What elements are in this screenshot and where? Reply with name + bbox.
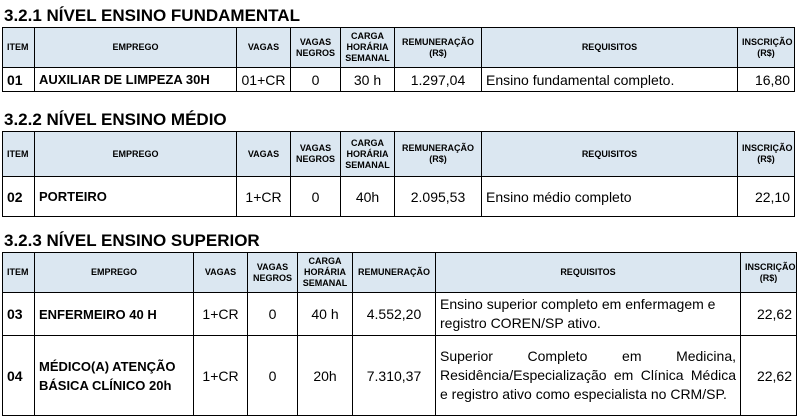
header-vagas: VAGAS — [194, 253, 248, 293]
cell-item: 01 — [3, 68, 35, 92]
cell-vagas-negros: 0 — [291, 177, 341, 217]
cell-emprego: ENFERMEIRO 40 H — [35, 293, 194, 336]
header-item: ITEM — [3, 132, 35, 177]
table-superior — [2, 252, 797, 416]
header-vagas-negros: VAGAS NEGROS — [291, 132, 341, 177]
cell-carga: 30 h — [341, 68, 395, 92]
table-row — [3, 177, 795, 217]
header-requisitos: REQUISITOS — [482, 132, 738, 177]
cell-emprego: MÉDICO(A) ATENÇÃO BÁSICA CLÍNICO 20h — [35, 336, 194, 416]
section-title-superior: 3.2.3 NÍVEL ENSINO SUPERIOR — [4, 231, 260, 250]
header-requisitos: REQUISITOS — [482, 28, 738, 68]
header-inscricao: INSCRIÇÃO (R$) — [738, 28, 795, 68]
header-emprego: EMPREGO — [35, 132, 237, 177]
cell-emprego: AUXILIAR DE LIMPEZA 30H — [35, 68, 237, 92]
cell-inscricao: 22,62 — [741, 293, 797, 336]
cell-vagas-negros: 0 — [291, 68, 341, 92]
table-row — [3, 68, 795, 92]
cell-remuneracao: 7.310,37 — [353, 336, 436, 416]
header-emprego: EMPREGO — [35, 28, 237, 68]
cell-vagas: 1+CR — [237, 177, 291, 217]
cell-inscricao: 16,80 — [738, 68, 795, 92]
cell-carga: 20h — [298, 336, 353, 416]
header-vagas: VAGAS — [237, 28, 291, 68]
header-remuneracao: REMUNERAÇÃO (R$) — [395, 132, 482, 177]
cell-vagas: 1+CR — [194, 336, 248, 416]
cell-requisitos: Ensino superior completo em enfermagem e registro COREN/SP ativo. — [436, 293, 741, 336]
header-vagas-negros: VAGAS NEGROS — [291, 28, 341, 68]
header-remuneracao: REMUNERAÇÃO — [353, 253, 436, 293]
header-requisitos: REQUISITOS — [436, 253, 741, 293]
cell-requisitos: Superior Completo em Medicina, Residência/Especialização em Clínica Médica e registro ativo como especialista no CRM/SP. — [436, 336, 741, 416]
header-item: ITEM — [3, 28, 35, 68]
header-item: ITEM — [3, 253, 35, 293]
cell-vagas-negros: 0 — [248, 336, 298, 416]
cell-carga: 40 h — [298, 293, 353, 336]
cell-item: 02 — [3, 177, 35, 217]
cell-item: 04 — [3, 336, 35, 416]
cell-remuneracao: 1.297,04 — [395, 68, 482, 92]
header-inscricao: INSCRIÇÃO (R$) — [738, 132, 795, 177]
section-title-medio: 3.2.2 NÍVEL ENSINO MÉDIO — [4, 110, 227, 129]
cell-vagas: 01+CR — [237, 68, 291, 92]
cell-vagas-negros: 0 — [248, 293, 298, 336]
table-row — [3, 293, 797, 336]
cell-inscricao: 22,10 — [738, 177, 795, 217]
cell-remuneracao: 2.095,53 — [395, 177, 482, 217]
header-remuneracao: REMUNERAÇÃO (R$) — [395, 28, 482, 68]
table-fundamental — [2, 27, 795, 92]
cell-remuneracao: 4.552,20 — [353, 293, 436, 336]
header-carga: CARGA HORÁRIA SEMANAL — [341, 132, 395, 177]
table-medio — [2, 131, 795, 217]
cell-carga: 40h — [341, 177, 395, 217]
table-row — [3, 336, 797, 416]
header-emprego: EMPREGO — [35, 253, 194, 293]
header-carga: CARGA HORÁRIA SEMANAL — [341, 28, 395, 68]
header-vagas: VAGAS — [237, 132, 291, 177]
cell-vagas: 1+CR — [194, 293, 248, 336]
cell-requisitos: Ensino médio completo — [482, 177, 738, 217]
cell-requisitos: Ensino fundamental completo. — [482, 68, 738, 92]
section-title-fundamental: 3.2.1 NÍVEL ENSINO FUNDAMENTAL — [4, 6, 300, 25]
header-inscricao: INSCRIÇÃO (R$) — [741, 253, 797, 293]
header-carga: CARGA HORÁRIA SEMANAL — [298, 253, 353, 293]
header-vagas-negros: VAGAS NEGROS — [248, 253, 298, 293]
cell-emprego: PORTEIRO — [35, 177, 237, 217]
cell-inscricao: 22,62 — [741, 336, 797, 416]
cell-item: 03 — [3, 293, 35, 336]
